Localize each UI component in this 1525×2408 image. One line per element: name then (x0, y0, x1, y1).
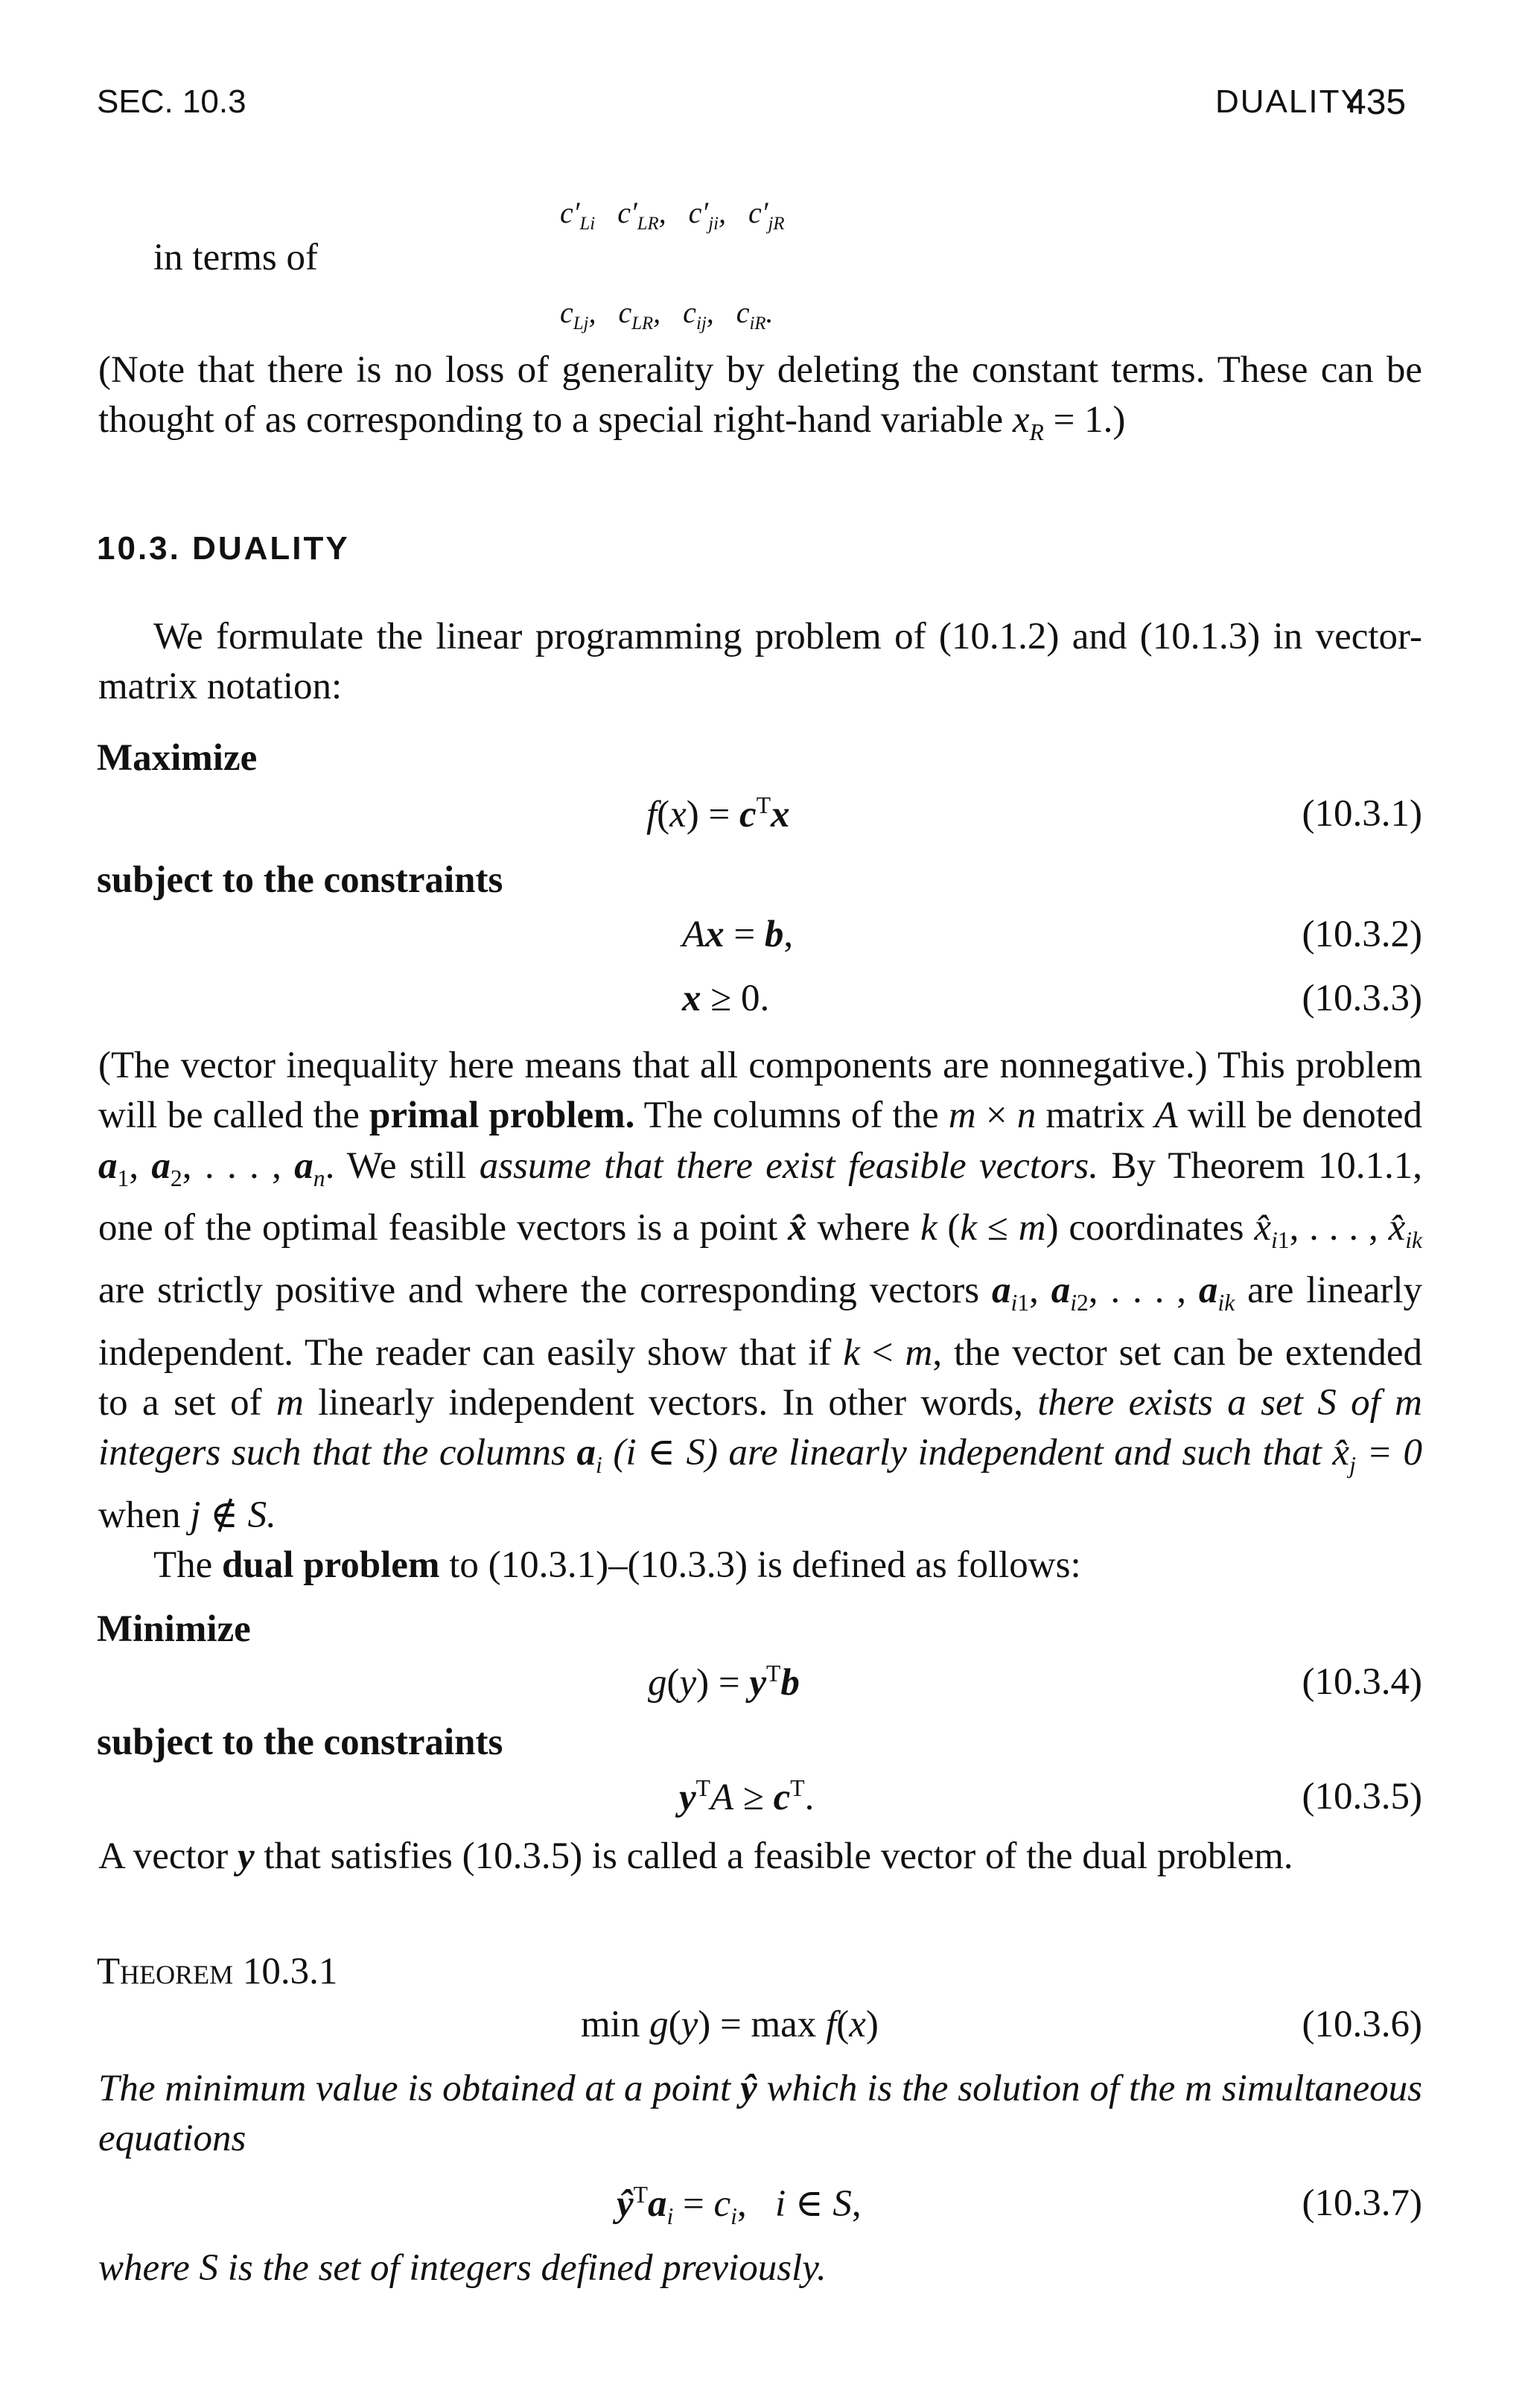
closing-sentence: where S is the set of integers defined previously. (98, 2247, 827, 2289)
coef-ciR: $c_{iR}$. (736, 296, 774, 334)
coef-cLR-prime: $c'_{LR}$, (617, 196, 666, 234)
unprimed-coefficients (560, 287, 774, 349)
theorem-label: Theorem 10.3.1 (97, 1951, 338, 1993)
solution-equation: $ŷ^Ta_i = c_i$, i ∈ S, (617, 2182, 862, 2230)
section-header: SEC. 10.3 (97, 83, 246, 120)
eq-number-10-3-7: (10.3.7) (1302, 2182, 1422, 2224)
constraints-label-primal: subject to the constraints (97, 859, 503, 901)
in-terms-of-label: in terms of (153, 237, 318, 278)
primed-coefficients (560, 188, 785, 249)
coef-cjR-prime: $c'_{jR}$ (748, 196, 785, 234)
dual-constraint: $y^TA \ge c^T$. (679, 1775, 815, 1818)
eq-number-10-3-6: (10.3.6) (1302, 2004, 1422, 2045)
running-title: DUALITY (1215, 83, 1364, 120)
coef-cji-prime: $c'_{ji}$, (688, 196, 726, 234)
coef-cij: $c_{ij}$, (683, 296, 714, 334)
feasible-vector-paragraph: A vector y that satisfies (10.3.5) is called a feasible vector of the dual problem. (98, 1835, 1293, 1877)
dual-objective-equation: $g(y) = y^Tb$ (648, 1660, 800, 1704)
eq-number-10-3-2: (10.3.2) (1302, 914, 1422, 955)
eq-number-10-3-4: (10.3.4) (1302, 1661, 1422, 1703)
constraints-label-dual: subject to the constraints (97, 1721, 503, 1763)
eq-number-10-3-5: (10.3.5) (1302, 1776, 1422, 1818)
maximize-label: Maximize (97, 737, 258, 779)
note-paragraph: (Note that there is no loss of generality by deleting the constant terms. These can be thought of as corresponding to a special right-hand variable $x_R = 1$.) (98, 349, 1422, 446)
coef-cLj: $c_{Lj}$, (560, 296, 596, 334)
primal-problem-paragraph: (The vector inequality here means that all components are nonnegative.) This problem will be called the primal problem. The columns of the m × n matrix A will be denoted $a_1$, $a_2$, . . . , $a_n$. We still assume that there exist feasible vectors. By Theorem 10.1.1, one of the optimal feasible vectors is a point x̂ where k (k ≤ m) coordinates $x̂_{i1}$, . . . , $x̂_{ik}$ are strictly positive and where the corresponding vectors $a_{i1}$, $a_{i2}$, . . . , $a_{ik}$ are linearly independent. The reader can easily show that if k < m, the vector set can be extended to a set of m linearly independent vectors. In other words, there exists a set S of m integers such that the columns $a_i$ (i ∈ S) are linearly independent and such that $x̂_j = 0$ when j ∉ S. The dual problem to (10.3.1)–(10.3.3) is defined as follows: (98, 1045, 1423, 1587)
duality-equation: min g(y) = max f(x) (581, 2004, 879, 2045)
eq-number-10-3-1: (10.3.1) (1302, 793, 1422, 835)
objective-equation: $f(x) = c^Tx$ (646, 792, 790, 835)
page-number: 435 (1346, 83, 1407, 122)
coef-cLi-prime: $c'_{Li}$ (560, 196, 596, 234)
theorem-statement: The minimum value is obtained at a point ŷ which is the solution of the m simultaneous equations (98, 2068, 1422, 2160)
nonnegativity-constraint: x ≥ 0. (682, 978, 770, 1019)
minimize-label: Minimize (97, 1608, 251, 1650)
section-heading: 10.3. DUALITY (97, 530, 350, 567)
equality-constraint: Ax = b, (682, 914, 794, 955)
eq-number-10-3-3: (10.3.3) (1302, 978, 1422, 1019)
coef-cLR: $c_{LR}$, (618, 296, 661, 334)
intro-paragraph: We formulate the linear programming problem of (10.1.2) and (10.1.3) in vector-matrix notation: (98, 616, 1422, 708)
